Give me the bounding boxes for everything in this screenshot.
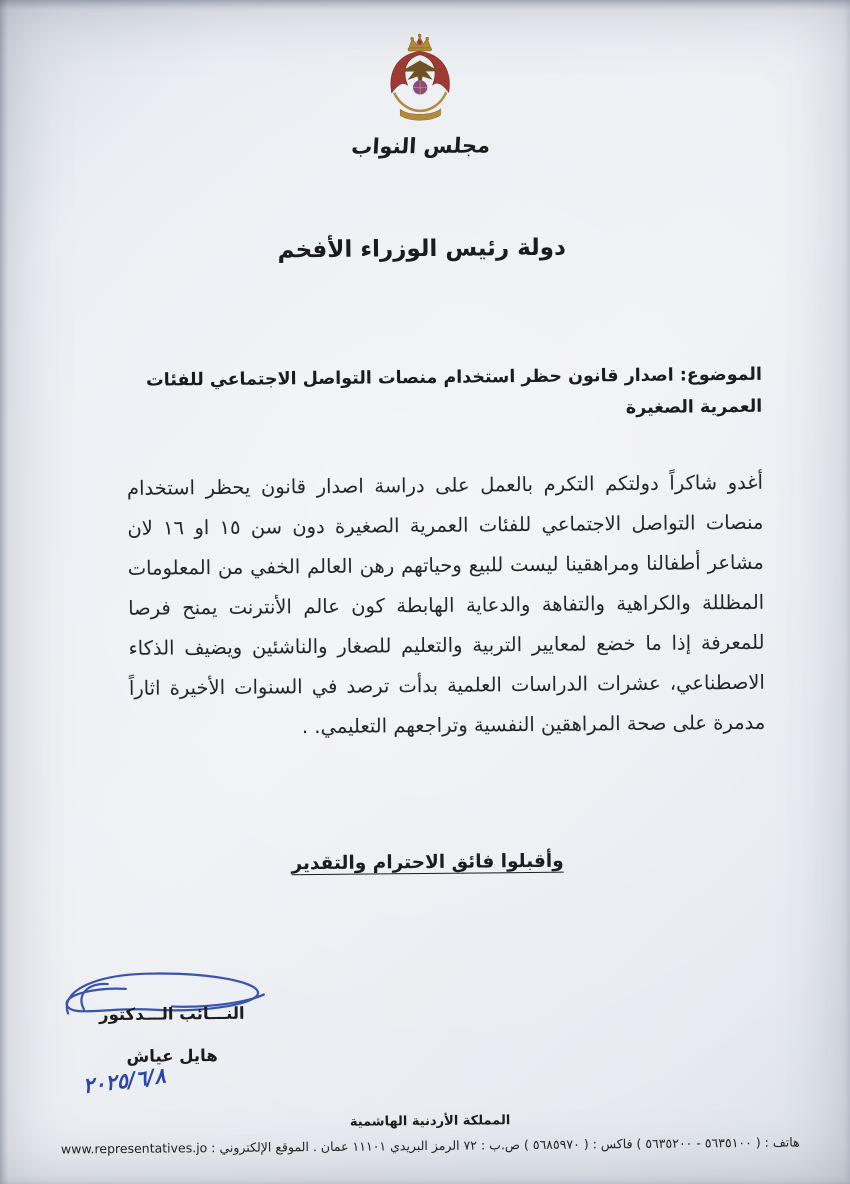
signer-title: النـــائب الـــدكتور [98,1003,245,1025]
footer-website: www.representatives.jo [60,1140,208,1157]
jordan-coat-of-arms-icon [378,32,463,131]
footer-contact-line [5,1134,850,1157]
handwritten-date: ٢٠٢٥/٦/٨ [81,1063,167,1099]
footer-contact-text: هاتف : ( ٥٦٣٥١٠٠ - ٥٦٣٥٢٠٠ ) فاكس : ( ٥٦٨٥٩٧٠ ) ص.ب : ٧٢ الرمز البريدي ١١١٠١ عمان . الموقع الإلكتروني : [211,1134,800,1156]
signer-name: هايل عياش [126,1046,218,1066]
subject-line: الموضوع: اصدار قانون حظر استخدام منصات التواصل الاجتماعي للفئات العمرية الصغيرة [146,364,763,419]
footer-kingdom-calligraphy: المملكة الأردنية الهاشمية [349,1113,511,1130]
org-name-calligraphy: مجلس النواب [350,133,491,159]
handwritten-signature-icon [52,962,271,1044]
recipient-title: دولة رئيس الوزراء الأفخم [277,234,566,264]
letter-body-paragraph: أغدو شاكراً دولتكم التكرم بالعمل على دراسة اصدار قانون يحظر استخدام منصات التواصل الاجتماعي للفئات العمرية الصغيرة دون سن ١٥ او ١٦ لان مشاعر أطفالنا ومراهقينا ليست للبيع وحياتهم رهن العالم الخفي من المعلومات المظللة والكراهية والتفاهة والدعاية الهابطة كون عالم الأنترنت يمنح فرصا للمعرفة إذا ما خضع لمعايير التربية والتعليم للصغار والناشئين ويضيف الذكاء الاصطناعي، عشرات الدراسات العلمية بدأت ترصد في السنوات الأخيرة اثاراً مدمرة على صحة المراهقين النفسية وتراجعهم التعليمي. . [126,470,766,739]
closing-salutation: وأقبلوا فائق الاحترام والتقدير [291,850,564,875]
